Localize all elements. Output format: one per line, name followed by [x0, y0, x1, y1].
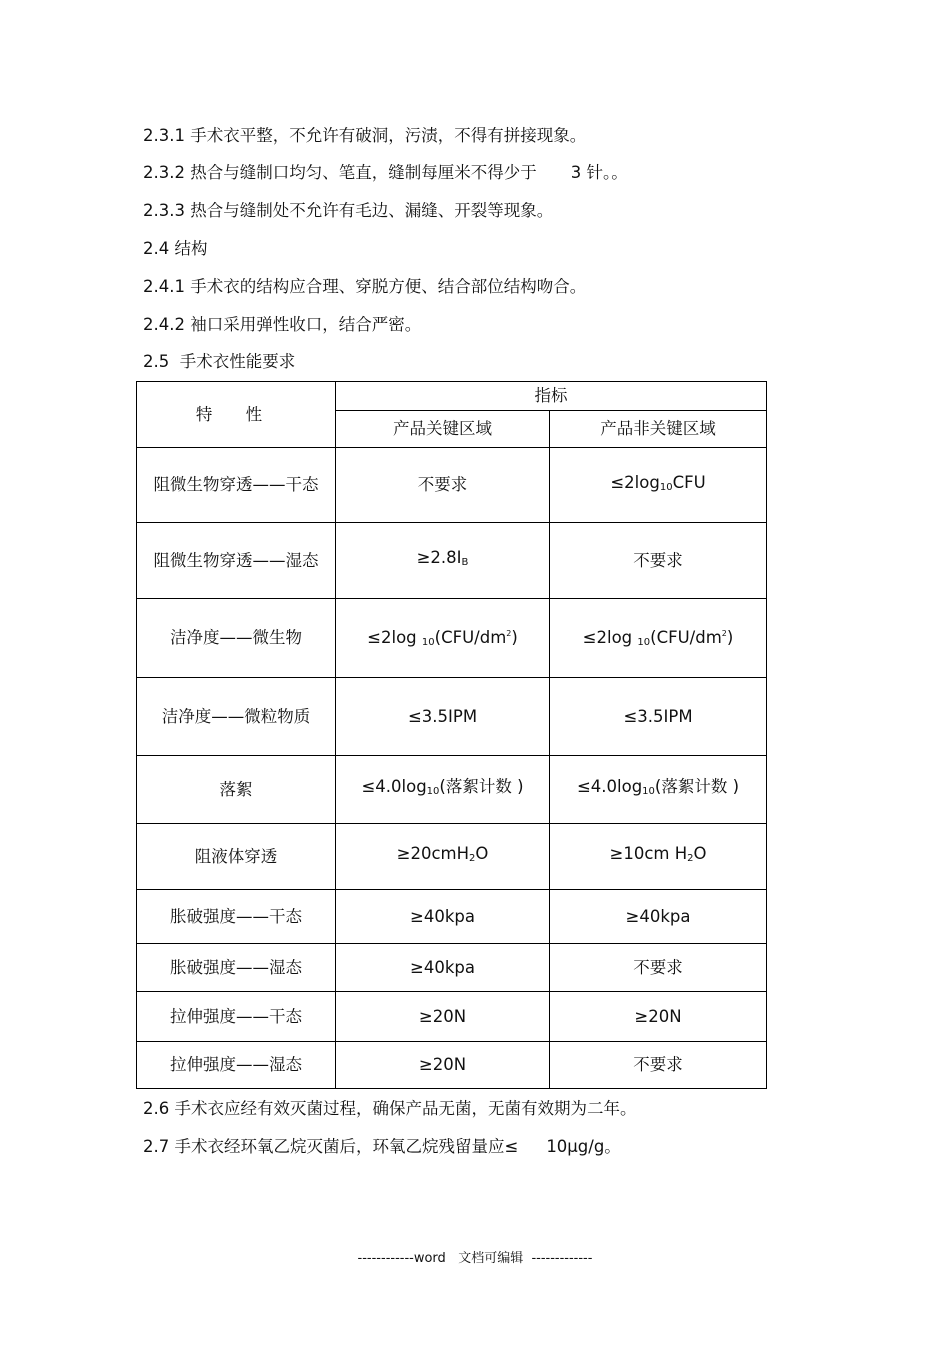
row-name: 阻微生物穿透——湿态	[137, 523, 336, 599]
critical-value: ≥20N	[336, 1042, 550, 1089]
heading-2-4: 2.4 结构	[143, 239, 208, 258]
noncritical-value: ≤2log $_{10}(CFU/dm^2)$	[550, 599, 767, 678]
para-2-4-1: 2.4.1 手术衣的结构应合理、穿脱方便、结合部位结构吻合。	[143, 277, 587, 296]
para-2-3-3: 2.3.3 热合与缝制处不允许有毛边、漏缝、开裂等现象。	[143, 201, 554, 220]
para-2-3-2-text: 2.3.2 热合与缝制口均匀、笔直，缝制每厘米不得少于	[143, 163, 537, 182]
noncritical-value: 不要求	[550, 944, 767, 992]
row-name: 洁净度——微生物	[137, 599, 336, 678]
table-row	[137, 599, 767, 678]
table-row	[137, 824, 767, 890]
table-row	[137, 678, 767, 756]
table-row	[137, 944, 767, 992]
critical-value: 不要求	[336, 448, 550, 523]
para-2-4-2: 2.4.2 袖口采用弹性收口，结合严密。	[143, 315, 422, 334]
page-footer: ------------word 文档可编辑 -------------	[357, 1251, 593, 1266]
table-row	[137, 992, 767, 1042]
header-row-1	[137, 382, 767, 411]
noncritical-value: $\le 4.0\log_{10}$(落絮计数 )	[550, 756, 767, 824]
table-row	[137, 890, 767, 944]
noncritical-value: ≤3.5IPM	[550, 678, 767, 756]
header-noncritical-area: 产品非关键区域	[550, 411, 767, 448]
noncritical-value: $\le 2\log_{10}CFU$	[550, 448, 767, 523]
critical-value: ≥20cmH$_2$O	[336, 824, 550, 890]
noncritical-value: ≥40kpa	[550, 890, 767, 944]
critical-value: ≥20N	[336, 992, 550, 1042]
row-name: 胀破强度——湿态	[137, 944, 336, 992]
noncritical-value: ≥10cm $H_2O$	[550, 824, 767, 890]
critical-value: ≤2log $_{10}(CFU/dm^2)$	[336, 599, 550, 678]
noncritical-value: 不要求	[550, 523, 767, 599]
critical-value: ≤3.5IPM	[336, 678, 550, 756]
row-name: 拉伸强度——湿态	[137, 1042, 336, 1089]
critical-value: $\ge 2.8I_B$	[336, 523, 550, 599]
para-2-3-2	[143, 162, 628, 184]
row-name: 阻微生物穿透——干态	[137, 448, 336, 523]
noncritical-value: 不要求	[550, 1042, 767, 1089]
row-name: 胀破强度——干态	[137, 890, 336, 944]
header-critical-area: 产品关键区域	[336, 411, 550, 448]
row-name: 落絮	[137, 756, 336, 824]
para-2-6: 2.6 手术衣应经有效灭菌过程，确保产品无菌，无菌有效期为二年。	[143, 1099, 637, 1118]
table-row	[137, 1042, 767, 1089]
heading-2-5: 2.5 手术衣性能要求	[143, 352, 296, 371]
para-2-3-1: 2.3.1 手术衣平整，不允许有破洞，污渍，不得有拼接现象。	[143, 126, 587, 145]
para-2-7	[143, 1136, 621, 1158]
header-characteristic: 特 性	[137, 382, 336, 448]
table-row	[137, 523, 767, 599]
performance-table	[136, 381, 767, 1089]
table-row	[137, 448, 767, 523]
para-2-3-2-value: 3 针。。	[570, 163, 628, 182]
critical-value: $\le 4.0\log_{10}$(落絮计数 )	[336, 756, 550, 824]
critical-value: ≥40kpa	[336, 890, 550, 944]
table-row	[137, 756, 767, 824]
critical-value: ≥40kpa	[336, 944, 550, 992]
para-2-7-value: 10μg/g。	[546, 1137, 621, 1156]
noncritical-value: ≥20N	[550, 992, 767, 1042]
row-name: 洁净度——微粒物质	[137, 678, 336, 756]
row-name: 拉伸强度——干态	[137, 992, 336, 1042]
row-name: 阻液体穿透	[137, 824, 336, 890]
para-2-7-text: 2.7 手术衣经环氧乙烷灭菌后，环氧乙烷残留量应≤	[143, 1137, 519, 1156]
header-indicator: 指标	[336, 382, 767, 411]
